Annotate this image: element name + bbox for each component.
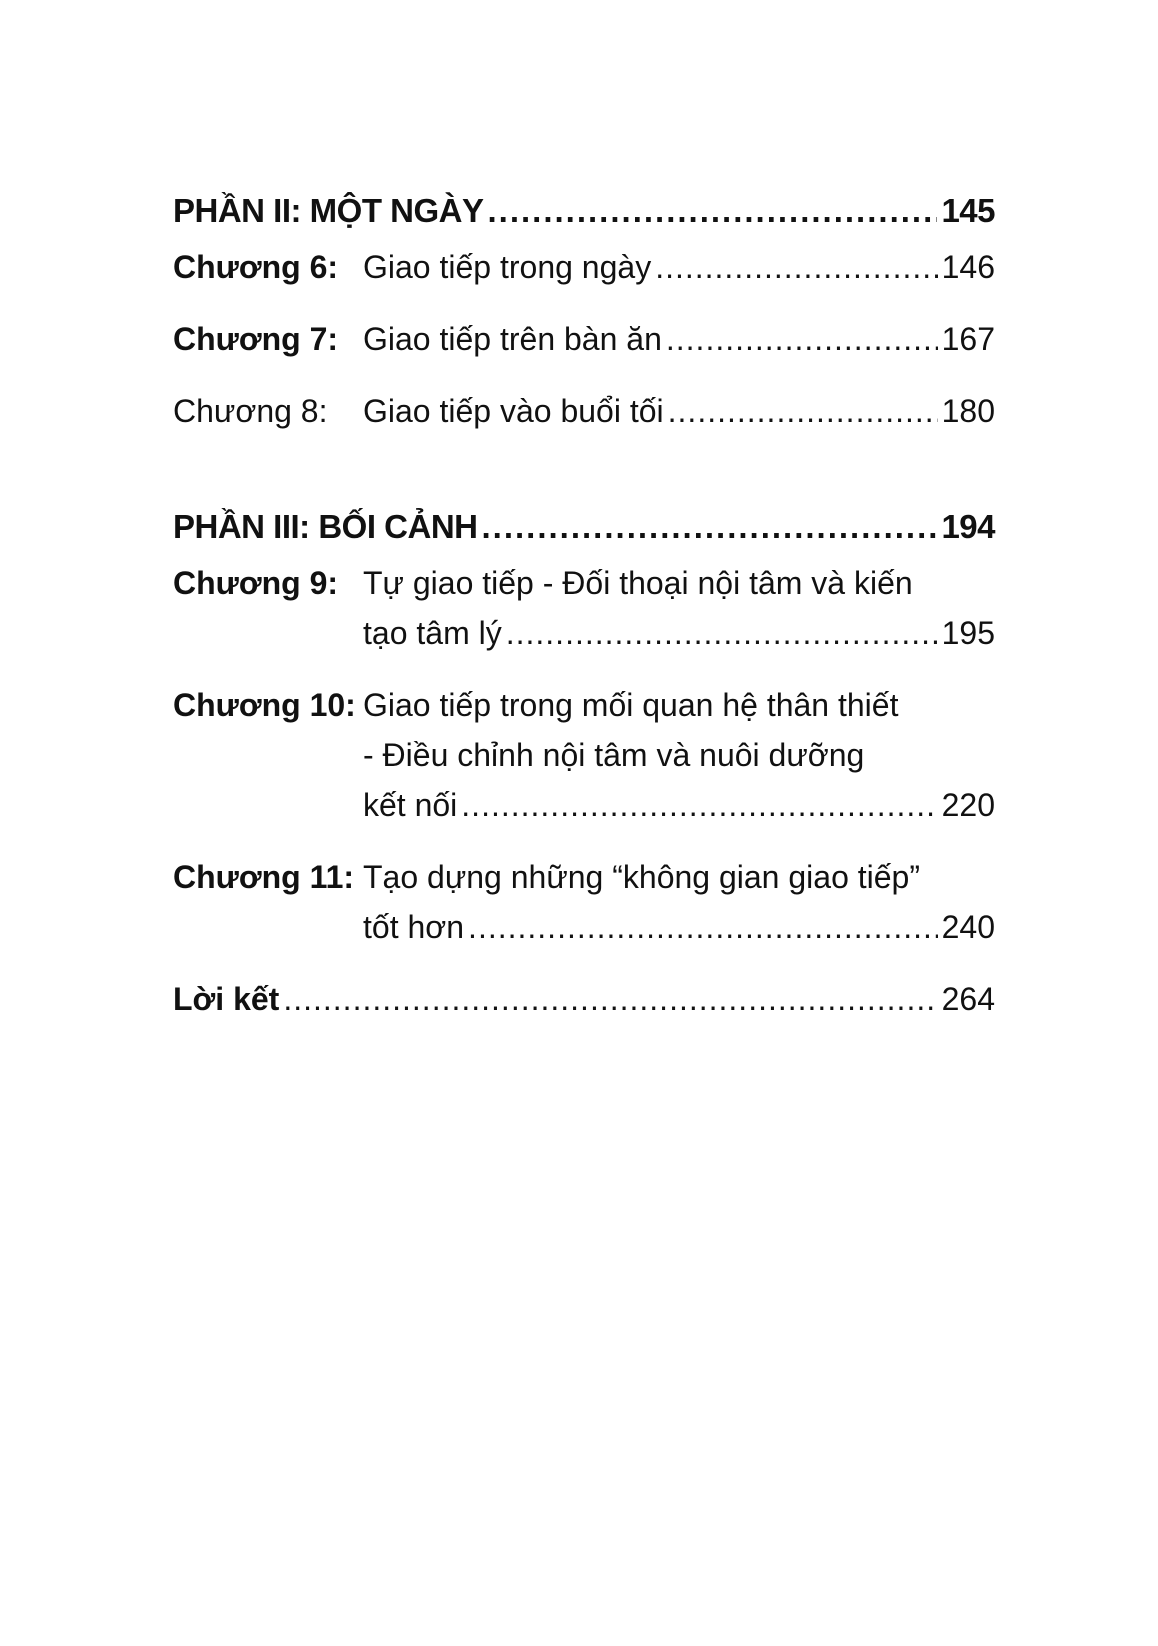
toc-entry-chapter-7[interactable] (173, 314, 995, 364)
chapter-label: Chương 7: (173, 321, 339, 357)
chapter-title-last-line: kết nối (363, 787, 458, 823)
chapter-title-line: Tự giao tiếp - Đối thoại nội tâm và kiến (363, 565, 913, 601)
toc-entry-chapter-8[interactable] (173, 386, 995, 436)
page-number: 194 (941, 508, 995, 545)
page-number: 146 (941, 249, 995, 285)
toc-entry-epilogue[interactable] (173, 974, 995, 1024)
toc-entry-chapter-10[interactable] (173, 680, 995, 830)
chapter-title-line: Tạo dựng những “không gian giao tiếp” (363, 859, 920, 895)
toc-entry-chapter-6[interactable] (173, 242, 995, 292)
part-2-heading[interactable] (173, 180, 995, 242)
part-title: PHẦN III: BỐI CẢNH (173, 508, 478, 545)
dot-leader (666, 314, 938, 364)
dot-leader (283, 974, 937, 1024)
page-number: 180 (941, 393, 995, 429)
chapter-title-line: Giao tiếp trong mối quan hệ thân thiết (363, 687, 899, 723)
chapter-title-last-line: tốt hơn (363, 909, 465, 945)
dot-leader (668, 386, 938, 436)
page-number: 220 (941, 787, 995, 823)
chapter-title: Giao tiếp trên bàn ăn (363, 321, 662, 357)
chapter-title-line: - Điều chỉnh nội tâm và nuôi dưỡng (363, 737, 865, 773)
chapter-label: Chương 10: (173, 687, 356, 723)
chapter-title: Giao tiếp trong ngày (363, 249, 652, 285)
chapter-label: Chương 8: (173, 393, 328, 429)
dot-leader (488, 180, 938, 242)
dot-leader (468, 902, 938, 952)
chapter-label: Chương 9: (173, 565, 339, 601)
epilogue-title: Lời kết (173, 981, 280, 1017)
dot-leader (461, 780, 937, 830)
page-number: 240 (941, 909, 995, 945)
page-number: 264 (941, 981, 995, 1017)
dot-leader (506, 608, 938, 658)
toc-entry-chapter-11[interactable] (173, 852, 995, 952)
dot-leader (655, 242, 937, 292)
page-number: 145 (941, 192, 995, 229)
table-of-contents (173, 180, 995, 1024)
toc-entry-chapter-9[interactable] (173, 558, 995, 658)
chapter-label: Chương 11: (173, 859, 355, 895)
chapter-label: Chương 6: (173, 249, 339, 285)
chapter-title-last-line: tạo tâm lý (363, 615, 502, 651)
chapter-title: Giao tiếp vào buổi tối (363, 393, 664, 429)
part-3-heading[interactable] (173, 496, 995, 558)
page-number: 167 (941, 321, 995, 357)
page-number: 195 (941, 615, 995, 651)
part-title: PHẦN II: MỘT NGÀY (173, 192, 484, 229)
dot-leader (482, 496, 938, 558)
